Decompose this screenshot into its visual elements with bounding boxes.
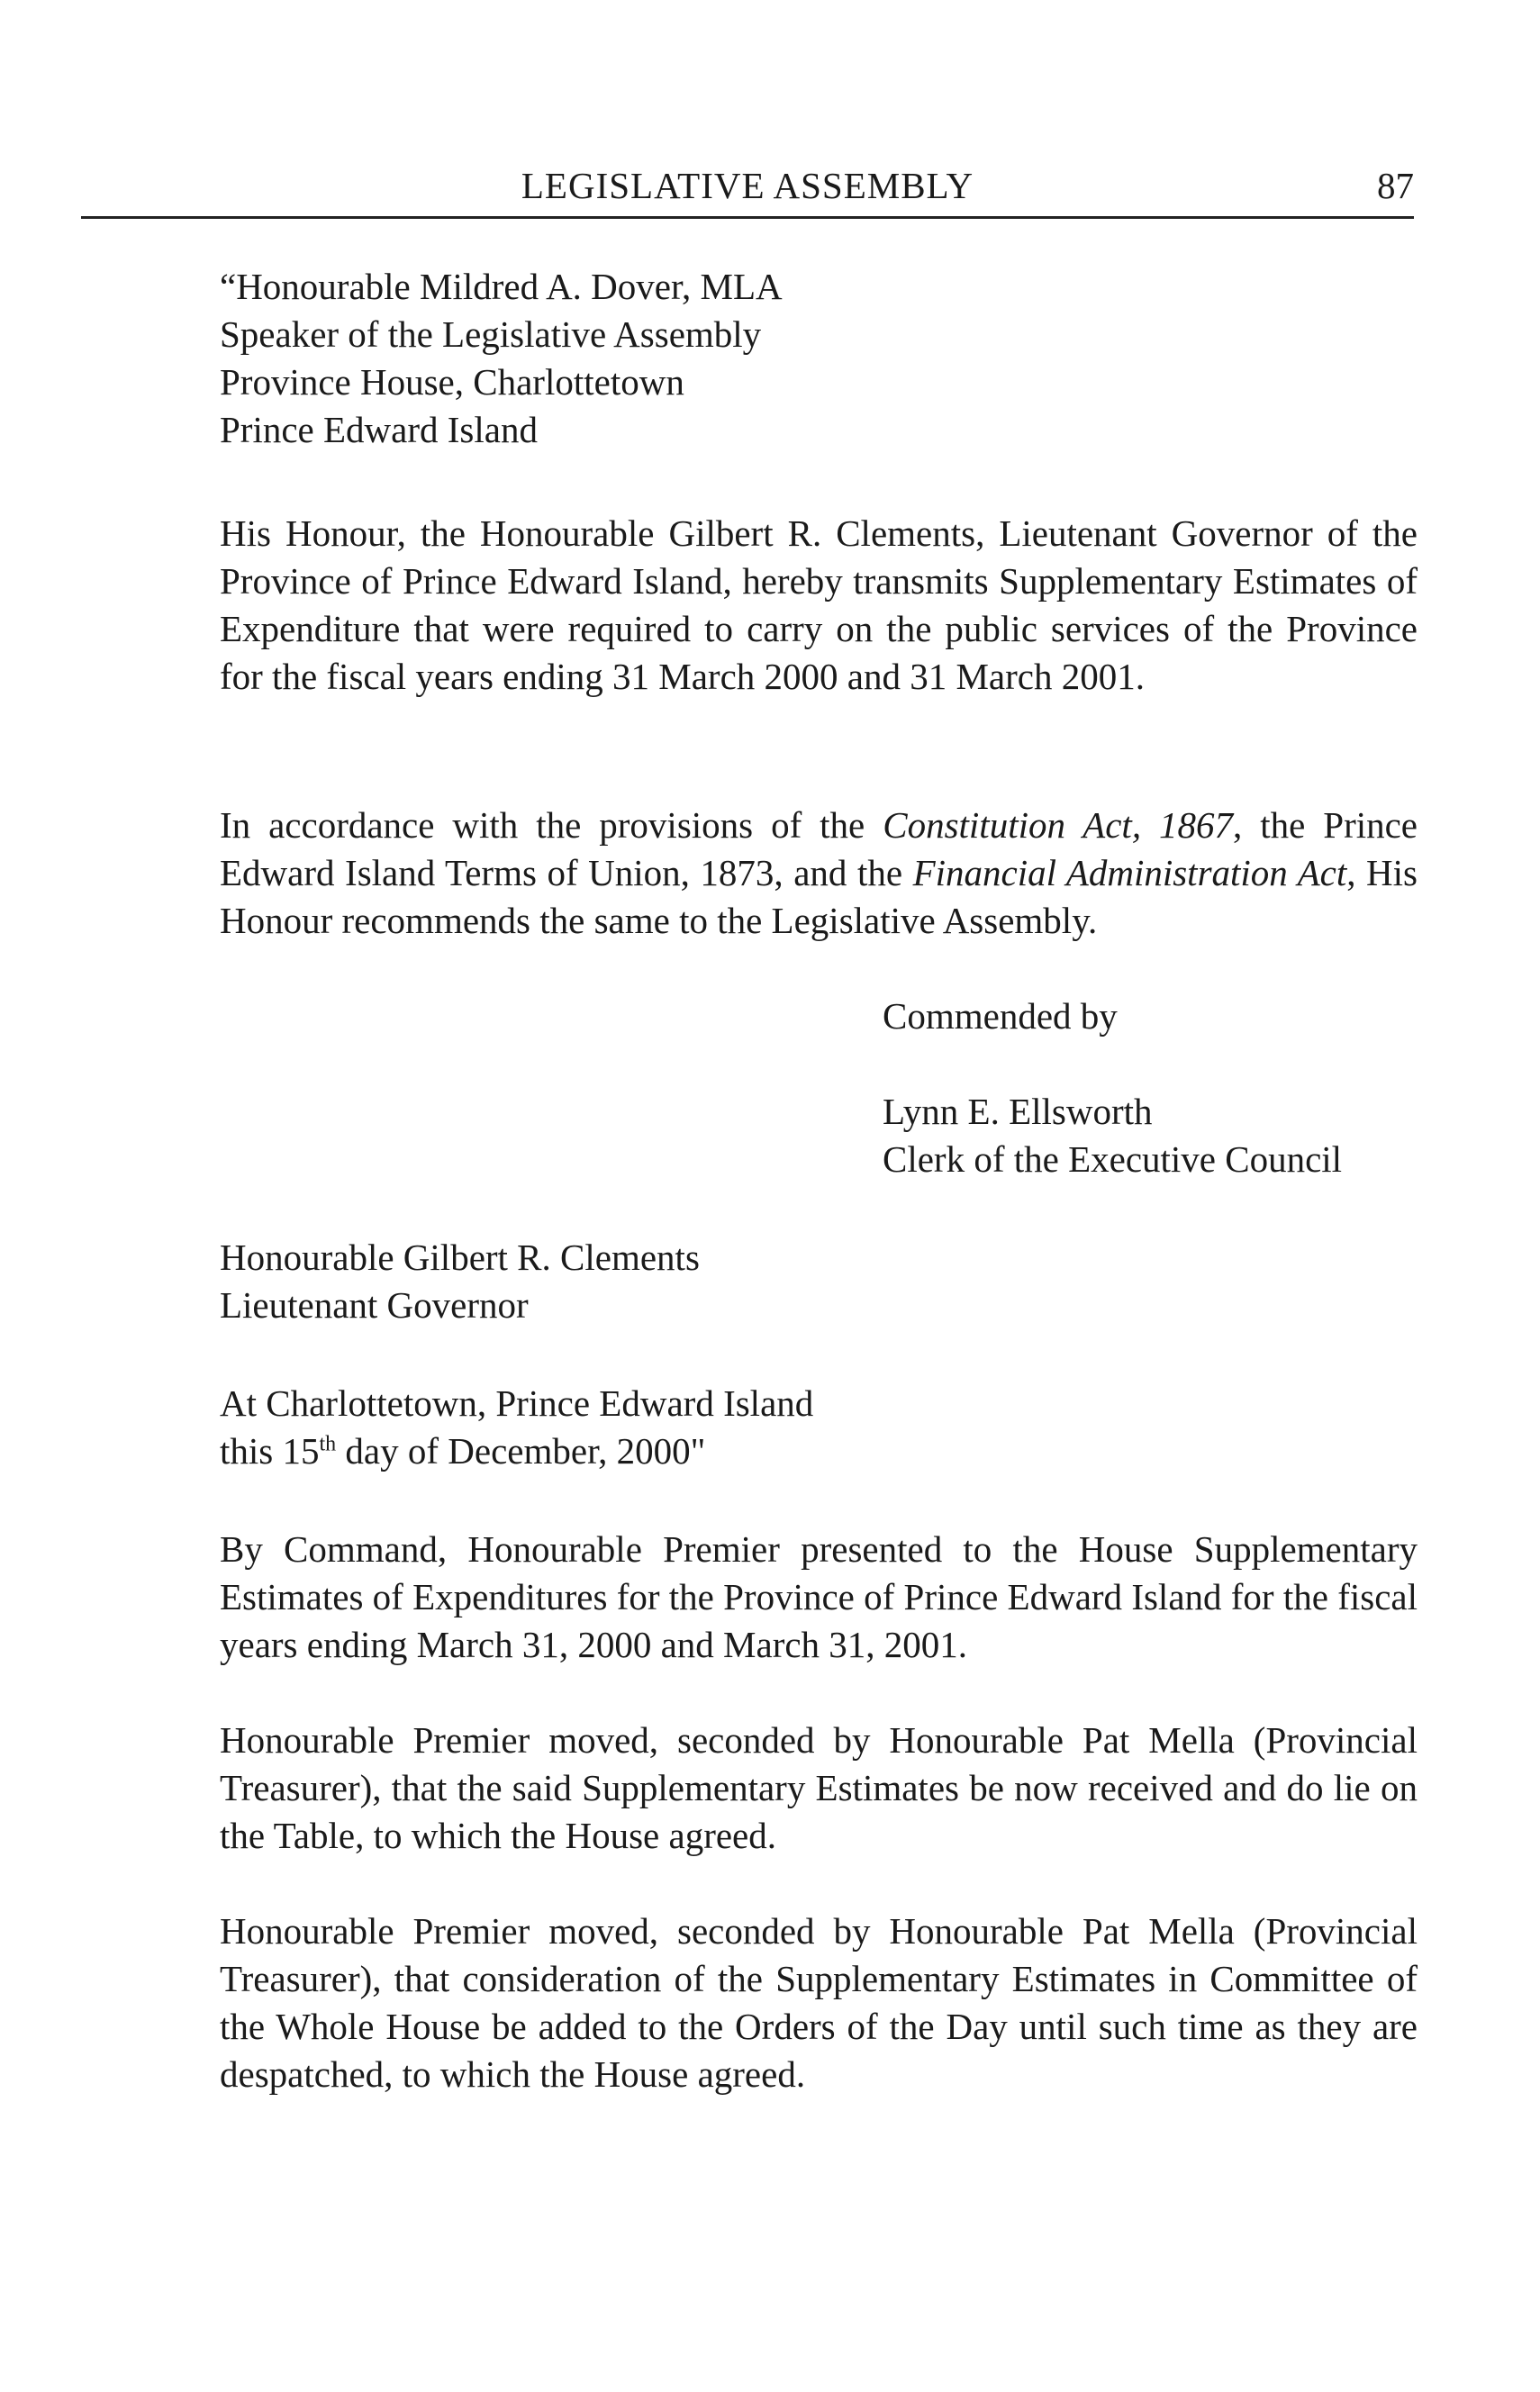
paragraph-text: , His Honour recommends the same to the Legislative Assembly. xyxy=(220,852,1418,941)
lg-name: Honourable Gilbert R. Clements xyxy=(220,1237,700,1278)
clerk-title: Clerk of the Executive Council xyxy=(883,1138,1343,1180)
by-command-paragraph: By Command, Honourable Premier presented to the House Supplementary Estimates of Expenditures for the Province of Prince Edward Island for the fiscal years ending March 31, 2000 and March 31, 2001. xyxy=(220,1528,1418,1665)
motion-received-paragraph: Honourable Premier moved, seconded by Honourable Pat Mella (Provincial Treasurer), that the said Supplementary Estimates be now received and do lie on the Table, to which the House agreed. xyxy=(220,1719,1418,1856)
page-number: 87 xyxy=(1377,165,1414,206)
clerk-name: Lynn E. Ellsworth xyxy=(883,1091,1153,1132)
lieutenant-governor-block xyxy=(220,1234,1418,1329)
address-line: Prince Edward Island xyxy=(220,409,538,450)
constitution-paragraph xyxy=(220,802,1418,945)
speaker-address-block xyxy=(220,263,1418,454)
place-date-block xyxy=(220,1380,1418,1475)
place-line: At Charlottetown, Prince Edward Island xyxy=(220,1382,814,1424)
act-title: Financial Administration Act xyxy=(912,852,1347,893)
address-line: Province House, Charlottetown xyxy=(220,361,684,403)
header-title: LEGISLATIVE ASSEMBLY xyxy=(521,165,974,206)
clerk-signature-block xyxy=(883,1088,1342,1183)
transmittal-paragraph: His Honour, the Honourable Gilbert R. Clements, Lieutenant Governor of the Province of Prince Edward Island, hereby transmits Supplementary Estimates of Expenditure that were required to carry on the public services of the Province for the fiscal years ending 31 March 2000 and 31 March 2001. xyxy=(220,512,1418,697)
date-text: day of December, 2000" xyxy=(336,1430,706,1472)
ordinal-suffix: th xyxy=(319,1432,337,1456)
date-text: this 15 xyxy=(220,1430,320,1472)
address-line: Speaker of the Legislative Assembly xyxy=(220,313,762,355)
paragraph-text: In accordance with the provisions of the xyxy=(220,804,883,846)
act-title: Constitution Act, 1867 xyxy=(883,804,1234,846)
running-header xyxy=(81,160,1414,219)
commended-by-label: Commended by xyxy=(883,995,1118,1037)
paragraph-text: , the Prince Edward Island Terms of Union, 1873, and the xyxy=(220,804,1418,893)
date-line xyxy=(220,1427,1418,1475)
motion-committee-paragraph: Honourable Premier moved, seconded by Honourable Pat Mella (Provincial Treasurer), that consideration of the Supplementary Estimates in Committee of the Whole House be added to the Orders of the Day until such time as they are despatched, to which the House agreed. xyxy=(220,1910,1418,2095)
address-line: “Honourable Mildred A. Dover, MLA xyxy=(220,266,783,307)
lg-title: Lieutenant Governor xyxy=(220,1284,529,1326)
